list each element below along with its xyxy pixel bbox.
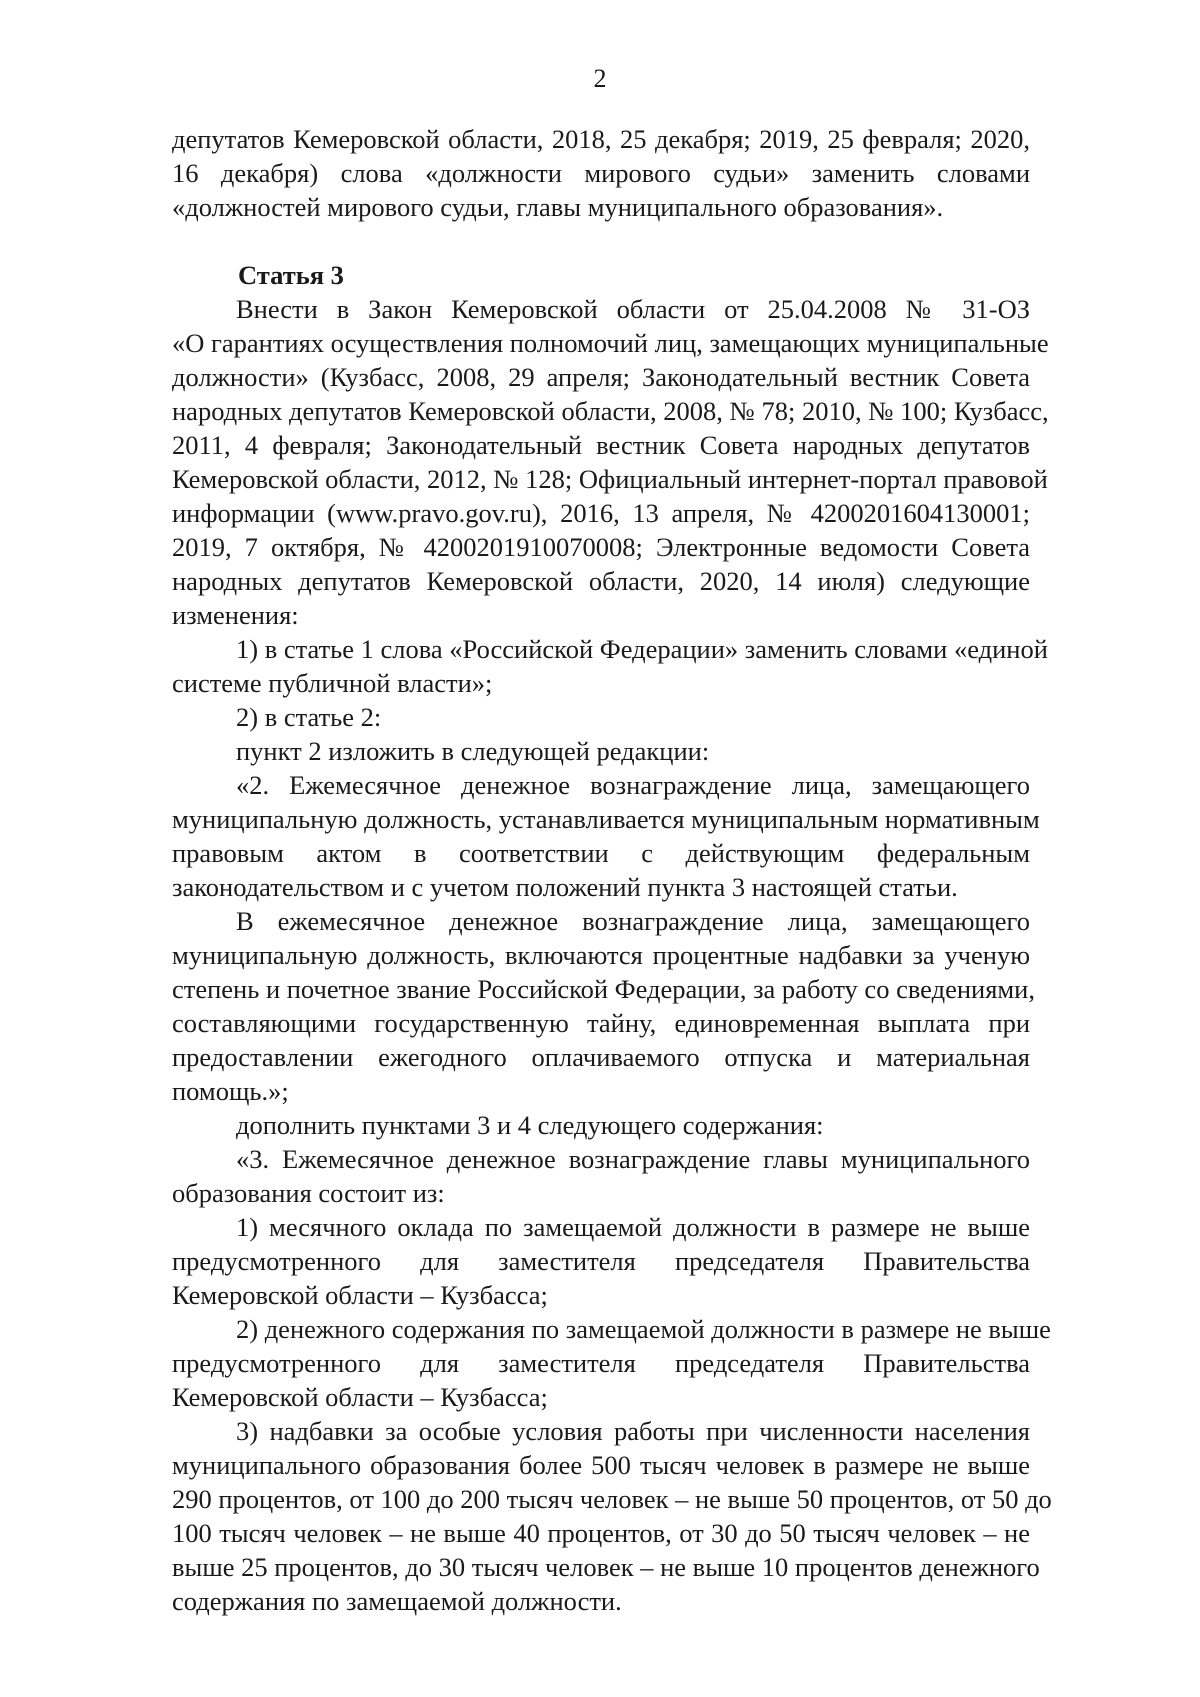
paragraph-gap (172, 224, 1030, 258)
text-line: муниципального образования более 500 тысяч человек в размере не выше (172, 1450, 1030, 1480)
text-line: 100 тысяч человек – не выше 40 процентов, от 30 до 50 тысяч человек – не (172, 1518, 1030, 1548)
page-number: 2 (593, 64, 607, 93)
text-line: Кемеровской области, 2012, № 128; Официальный интернет-портал правовой (172, 464, 1048, 494)
text-line: депутатов Кемеровской области, 2018, 25 декабря; 2019, 25 февраля; 2020, (172, 124, 1030, 154)
text-line: Кемеровской области – Кузбасса; (172, 1280, 548, 1310)
text-line: 3) надбавки за особые условия работы при численности населения (236, 1416, 1030, 1446)
text-line: «3. Ежемесячное денежное вознаграждение главы муниципального (236, 1144, 1030, 1174)
text-line: дополнить пунктами 3 и 4 следующего содержания: (236, 1110, 824, 1140)
text-line: 2) денежного содержания по замещаемой должности в размере не выше (236, 1314, 1051, 1344)
text-line: «2. Ежемесячное денежное вознаграждение лица, замещающего (236, 770, 1030, 800)
text-line: степень и почетное звание Российской Федерации, за работу со сведениями, (172, 974, 1035, 1004)
text-line: народных депутатов Кемеровской области, 2020, 14 июля) следующие (172, 566, 1030, 596)
text-line: законодательством и с учетом положений пункта 3 настоящей статьи. (172, 872, 958, 902)
text-line: 1) месячного оклада по замещаемой должности в размере не выше (236, 1212, 1030, 1242)
text-line: составляющими государственную тайну, единовременная выплата при (172, 1008, 1030, 1038)
text-line: системе публичной власти»; (172, 668, 493, 698)
text-line: В ежемесячное денежное вознаграждение лица, замещающего (236, 906, 1030, 936)
text-line: информации (www.pravo.gov.ru), 2016, 13 апреля, № 4200201604130001; (172, 498, 1030, 528)
text-line: изменения: (172, 600, 299, 630)
text-line: «должностей мирового судьи, главы муниципального образования». (172, 192, 944, 222)
text-line: 2019, 7 октября, № 4200201910070008; Электронные ведомости Совета (172, 532, 1030, 562)
text-line: 1) в статье 1 слова «Российской Федерации» заменить словами «единой (236, 634, 1048, 664)
text-line: предусмотренного для заместителя председателя Правительства (172, 1348, 1030, 1378)
text-line: предоставлении ежегодного оплачиваемого отпуска и материальная (172, 1042, 1030, 1072)
text-line: Кемеровской области – Кузбасса; (172, 1382, 548, 1412)
text-line: муниципальную должность, включаются процентные надбавки за ученую (172, 940, 1030, 970)
document-body (172, 122, 1052, 1618)
text-line: правовым актом в соответствии с действующим федеральным (172, 838, 1030, 868)
text-line: 16 декабря) слова «должности мирового судьи» заменить словами (172, 158, 1030, 188)
text-line: должности» (Кузбасс, 2008, 29 апреля; Законодательный вестник Совета (172, 362, 1030, 392)
text-line: образования состоит из: (172, 1178, 445, 1208)
text-line: муниципальную должность, устанавливается муниципальным нормативным (172, 804, 1040, 834)
text-line: помощь.»; (172, 1076, 289, 1106)
text-line: «О гарантиях осуществления полномочий лиц, замещающих муниципальные (172, 328, 1049, 358)
text-line: пункт 2 изложить в следующей редакции: (236, 736, 710, 766)
text-line: 2) в статье 2: (236, 702, 382, 732)
text-line: содержания по замещаемой должности. (172, 1586, 622, 1616)
text-line: 290 процентов, от 100 до 200 тысяч человек – не выше 50 процентов, от 50 до (172, 1484, 1052, 1514)
article-heading: Статья 3 (238, 260, 344, 290)
text-line: Внести в Закон Кемеровской области от 25.04.2008 № 31-ОЗ (236, 294, 1030, 324)
text-line: предусмотренного для заместителя председателя Правительства (172, 1246, 1030, 1276)
text-line: 2011, 4 февраля; Законодательный вестник Совета народных депутатов (172, 430, 1030, 460)
text-line: выше 25 процентов, до 30 тысяч человек – не выше 10 процентов денежного (172, 1552, 1040, 1582)
text-line: народных депутатов Кемеровской области, 2008, № 78; 2010, № 100; Кузбасс, (172, 396, 1049, 426)
